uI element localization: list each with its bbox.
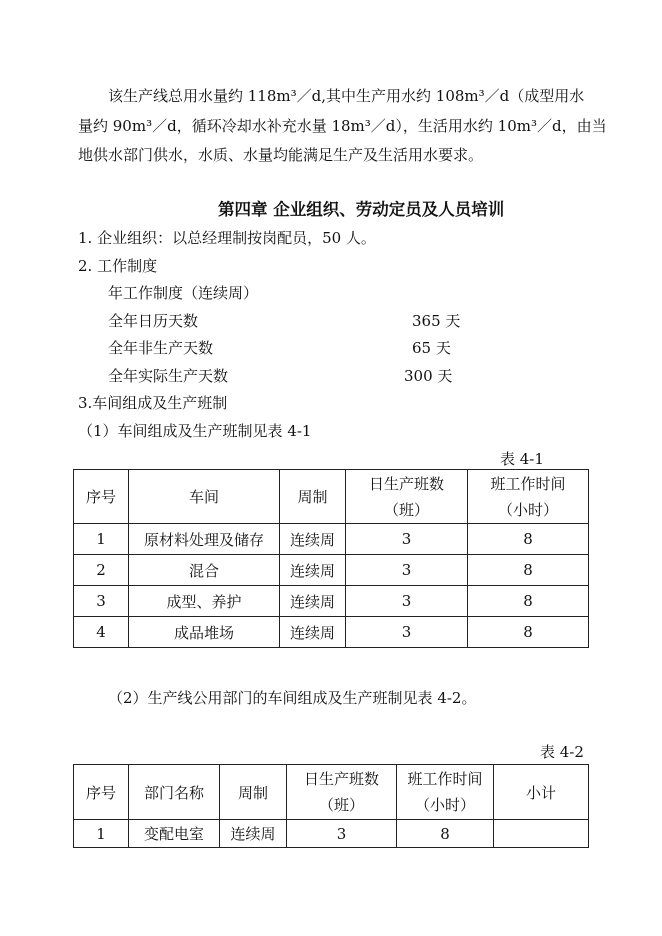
header-cell: 部门名称 bbox=[129, 765, 220, 820]
cell-no: 2 bbox=[74, 555, 129, 586]
cell-workshop: 混合 bbox=[129, 555, 280, 586]
table-4-1 bbox=[73, 469, 589, 648]
table1-caption: 表 4-1 bbox=[500, 450, 544, 468]
table-header-row bbox=[74, 765, 589, 820]
cell-dept: 变配电室 bbox=[129, 820, 220, 848]
cell-no: 3 bbox=[74, 586, 129, 617]
header-text: （班） bbox=[383, 500, 429, 519]
header-cell bbox=[287, 765, 397, 820]
table-4-2 bbox=[73, 764, 589, 848]
schedule-value: 300 天 bbox=[404, 367, 453, 385]
chapter-title: 第四章 企业组织、劳动定员及人员培训 bbox=[218, 200, 505, 219]
item-2: 2. 工作制度 bbox=[78, 257, 158, 275]
header-cell: 周制 bbox=[280, 470, 346, 524]
header-text: 日生产班数 bbox=[368, 474, 444, 493]
table-row bbox=[74, 586, 589, 617]
cell-shifts: 3 bbox=[346, 586, 468, 617]
table2-caption: 表 4-2 bbox=[540, 743, 584, 761]
header-text: 班工作时间 bbox=[490, 474, 566, 493]
cell-no: 4 bbox=[74, 617, 129, 648]
cell-shifts: 3 bbox=[287, 820, 397, 848]
item-1: 1. 企业组织：以总经理制按岗配员，50 人。 bbox=[78, 229, 376, 247]
schedule-label: 全年非生产天数 bbox=[108, 339, 214, 357]
header-text: 日生产班数 bbox=[303, 770, 379, 788]
header-cell: 周制 bbox=[220, 765, 287, 820]
table-row bbox=[74, 555, 589, 586]
cell-workshop: 成型、养护 bbox=[129, 586, 280, 617]
cell-hours: 8 bbox=[397, 820, 494, 848]
cell-hours: 8 bbox=[468, 586, 589, 617]
header-cell bbox=[346, 470, 468, 524]
cell-workshop: 成品堆场 bbox=[129, 617, 280, 648]
header-text: （班） bbox=[318, 796, 364, 814]
cell-hours: 8 bbox=[468, 524, 589, 555]
subitem-2: （2）生产线公用部门的车间组成及生产班制见表 4-2。 bbox=[108, 689, 477, 707]
header-cell bbox=[397, 765, 494, 820]
schedule-value: 365 天 bbox=[412, 312, 461, 330]
subitem-1: （1）车间组成及生产班制见表 4-1 bbox=[78, 422, 312, 440]
table-row bbox=[74, 617, 589, 648]
header-cell bbox=[468, 470, 589, 524]
table-row bbox=[74, 820, 589, 848]
cell-subtotal bbox=[494, 820, 589, 848]
cell-schedule: 连续周 bbox=[280, 524, 346, 555]
intro-line-3: 地供水部门供水，水质、水量均能满足生产及生活用水要求。 bbox=[78, 146, 484, 164]
header-cell: 车间 bbox=[129, 470, 280, 524]
work-schedule-heading: 年工作制度（连续周） bbox=[108, 284, 259, 302]
cell-schedule: 连续周 bbox=[220, 820, 287, 848]
cell-shifts: 3 bbox=[346, 555, 468, 586]
cell-schedule: 连续周 bbox=[280, 586, 346, 617]
schedule-label: 全年日历天数 bbox=[108, 312, 199, 330]
table-header-row bbox=[74, 470, 589, 524]
header-cell: 小计 bbox=[494, 765, 589, 820]
schedule-value: 65 天 bbox=[412, 339, 451, 357]
schedule-label: 全年实际生产天数 bbox=[108, 367, 229, 385]
cell-no: 1 bbox=[74, 524, 129, 555]
header-cell: 序号 bbox=[74, 765, 129, 820]
intro-line-2: 量约 90m³／d，循环冷却水补充水量 18m³／d），生活用水约 10m³／d，由当 bbox=[78, 117, 607, 135]
cell-no: 1 bbox=[74, 820, 129, 848]
cell-schedule: 连续周 bbox=[280, 617, 346, 648]
cell-hours: 8 bbox=[468, 617, 589, 648]
item-3: 3.车间组成及生产班制 bbox=[78, 394, 228, 412]
header-text: （小时） bbox=[414, 796, 475, 814]
table-row bbox=[74, 524, 589, 555]
cell-shifts: 3 bbox=[346, 524, 468, 555]
header-cell: 序号 bbox=[74, 470, 129, 524]
cell-workshop: 原材料处理及储存 bbox=[129, 524, 280, 555]
header-text: （小时） bbox=[497, 500, 558, 519]
cell-schedule: 连续周 bbox=[280, 555, 346, 586]
cell-shifts: 3 bbox=[346, 617, 468, 648]
intro-line-1: 该生产线总用水量约 118m³／d,其中生产用水约 108m³／d（成型用水 bbox=[108, 87, 585, 105]
header-text: 班工作时间 bbox=[407, 770, 483, 788]
cell-hours: 8 bbox=[468, 555, 589, 586]
